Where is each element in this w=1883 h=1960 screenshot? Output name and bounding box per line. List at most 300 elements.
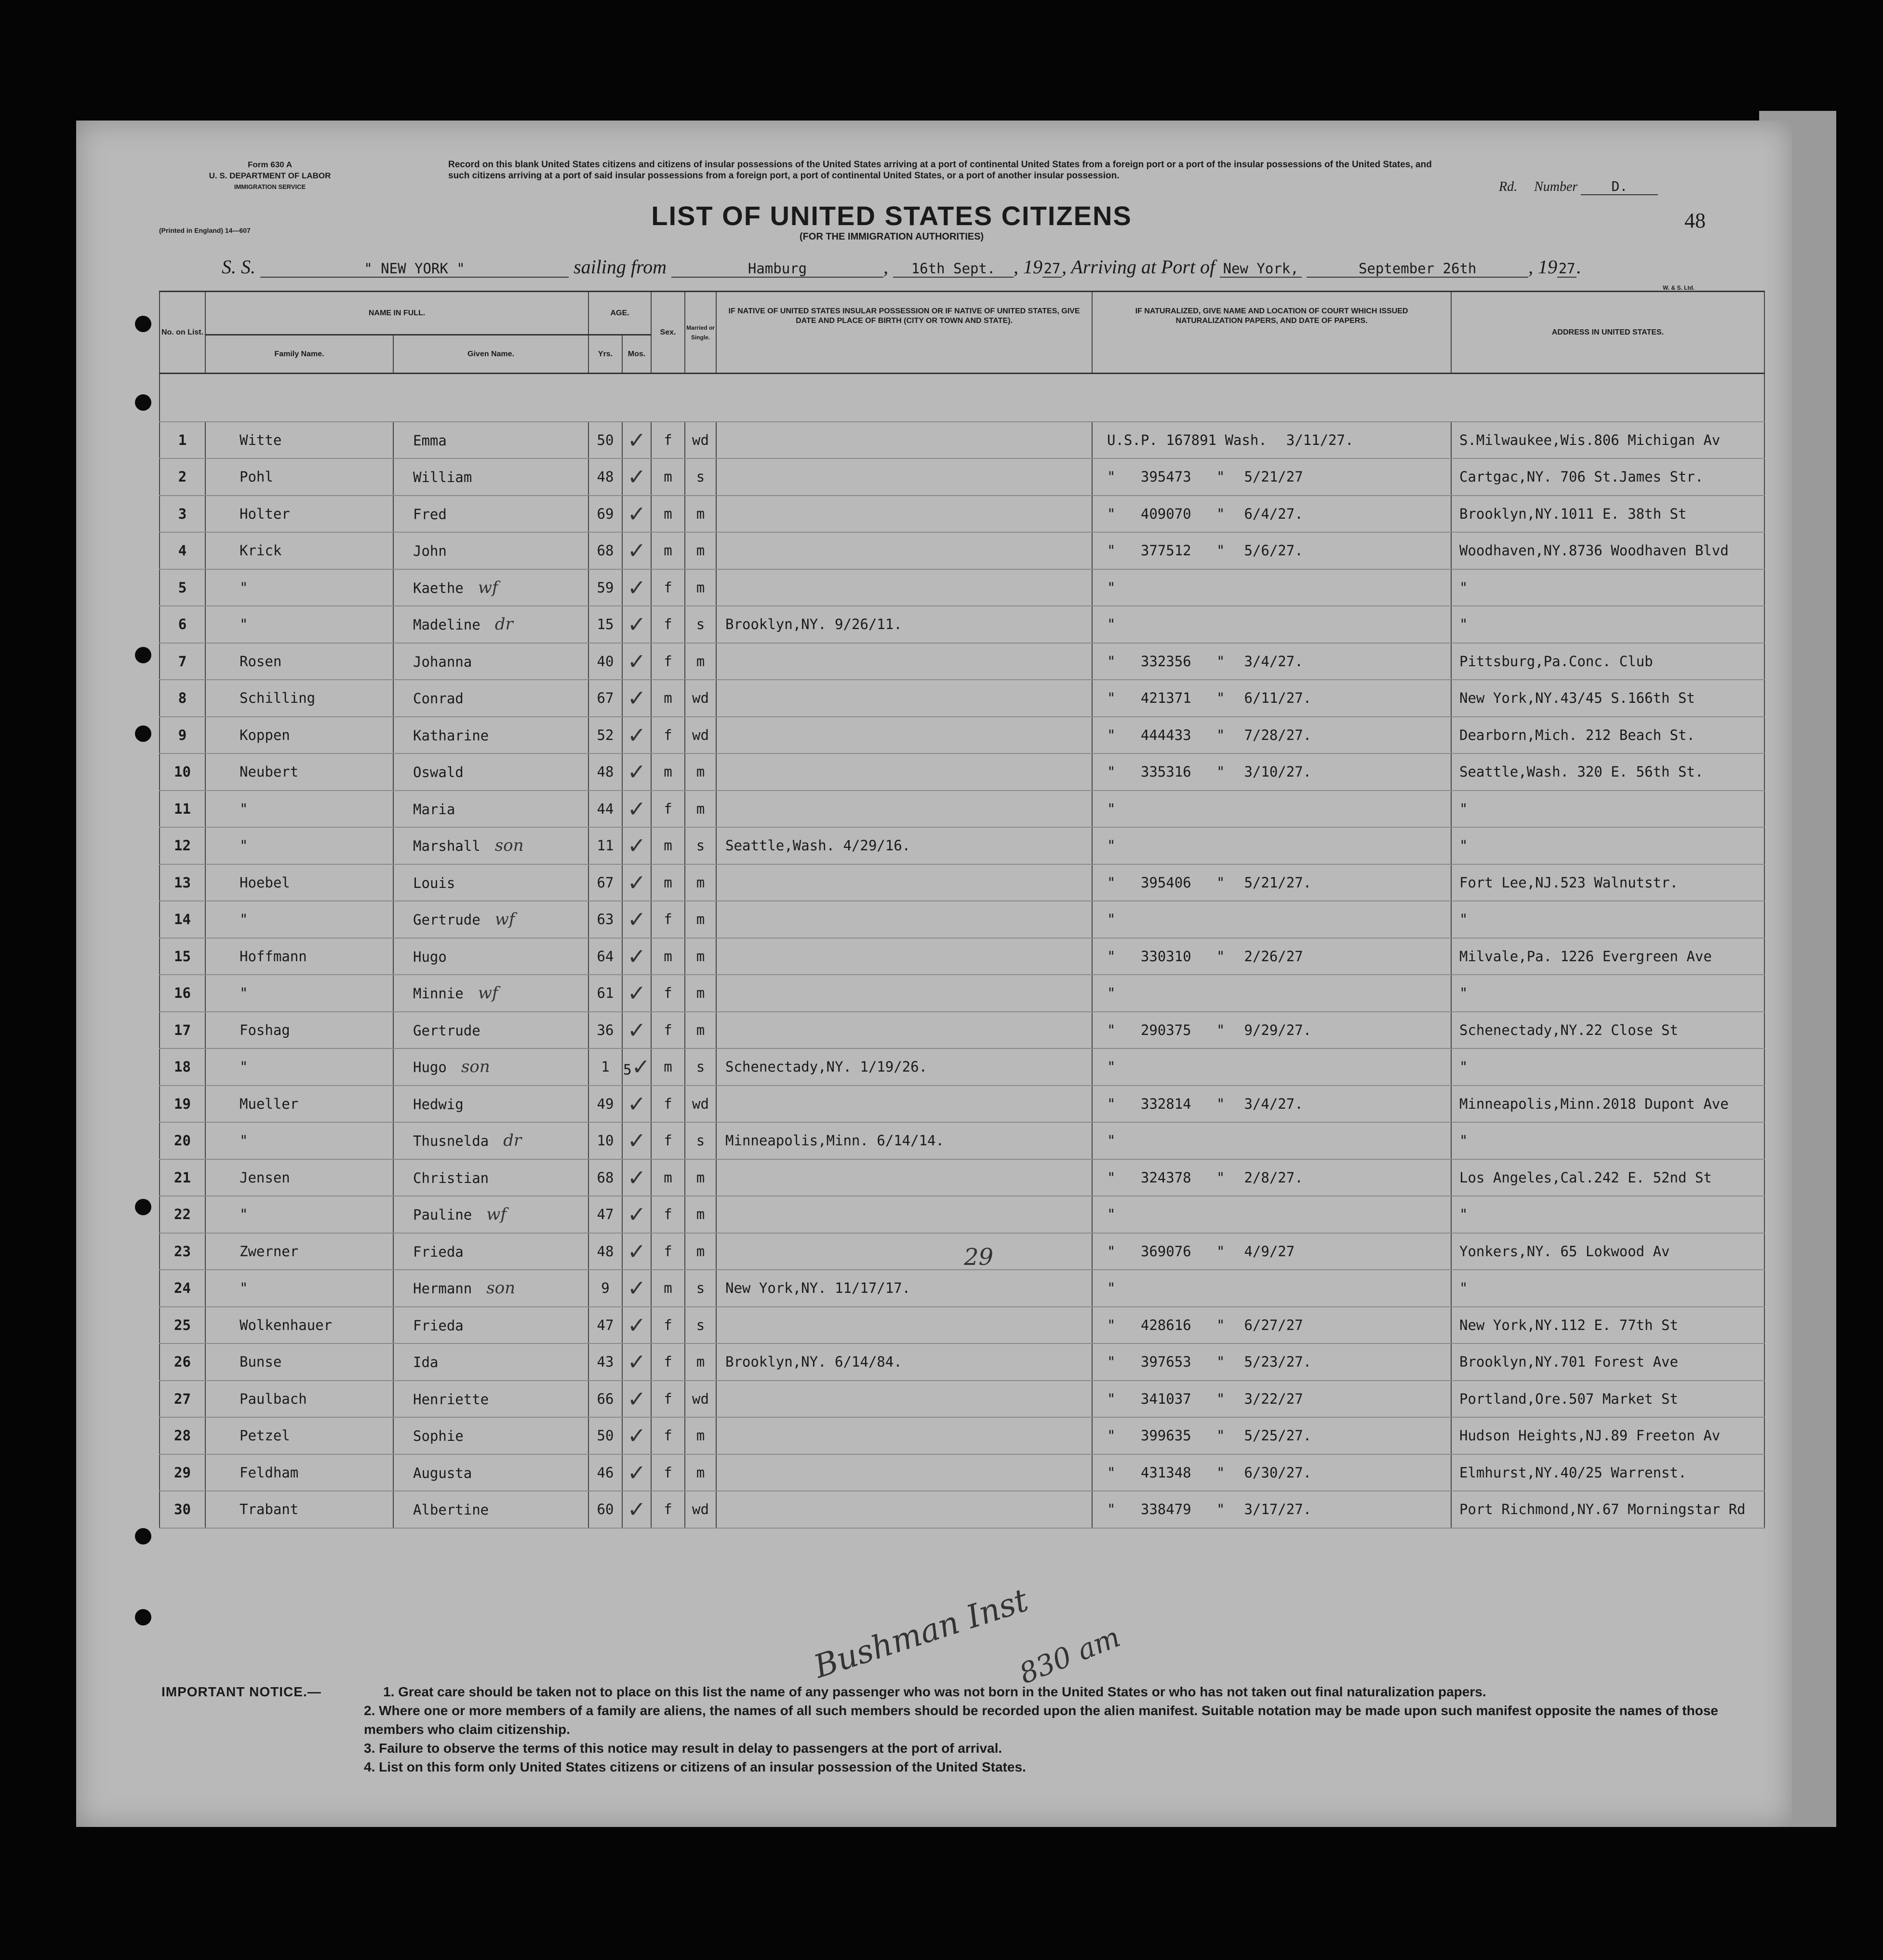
punch-hole: [135, 1609, 151, 1625]
age-years-cell: [588, 1270, 622, 1307]
age-years: 68: [597, 1169, 614, 1186]
age-years: 40: [597, 653, 614, 670]
table-row: [160, 1159, 1764, 1196]
naturalization-cell: [1092, 1048, 1451, 1086]
col-name-in-full: NAME IN FULL.: [205, 292, 588, 335]
naturalization-certificate: " 369076 ": [1107, 1243, 1225, 1260]
age-months-cell: [622, 1233, 651, 1270]
naturalization-certificate: " 341037 ": [1107, 1390, 1225, 1407]
sex: f: [651, 1343, 685, 1381]
bottom-handwritten-time: 830 am: [1015, 1620, 1125, 1691]
row-number: 22: [160, 1196, 205, 1233]
arrival-year: 27: [1557, 260, 1576, 278]
col-yrs: Yrs.: [588, 335, 622, 374]
naturalization-certificate: U.S.P. 167891 Wash.: [1107, 431, 1267, 448]
age-years-cell: [588, 791, 622, 828]
check-mark: ✓: [627, 722, 646, 748]
row-number: 2: [160, 458, 205, 496]
given-name-cell: [393, 1048, 588, 1086]
age-years-cell: [588, 1086, 622, 1123]
naturalization-cell: [1092, 975, 1451, 1012]
naturalization-certificate: " 332356 ": [1107, 653, 1225, 670]
given-name-cell: [393, 1343, 588, 1381]
sex: f: [651, 975, 685, 1012]
naturalization-cell: [1092, 422, 1451, 459]
col-given-name: Given Name.: [393, 335, 588, 374]
given-name: Thusnelda: [413, 1133, 489, 1150]
family-name: Zwerner: [205, 1233, 393, 1270]
table-row: [160, 680, 1764, 717]
naturalization-certificate: " 399635 ": [1107, 1427, 1225, 1444]
check-mark: ✓: [627, 759, 646, 785]
table-row: [160, 717, 1764, 754]
address: Yonkers,NY. 65 Lokwood Av: [1451, 1233, 1764, 1270]
naturalization-date: 5/25/27.: [1244, 1427, 1312, 1444]
age-months-cell: [622, 1159, 651, 1196]
table-row: [160, 569, 1764, 606]
age-months-cell: [622, 680, 651, 717]
naturalization-cell: [1092, 532, 1451, 569]
family-name: Schilling: [205, 680, 393, 717]
col-no: No. on List.: [160, 292, 205, 374]
marital-status: wd: [685, 680, 716, 717]
row-number: 28: [160, 1417, 205, 1454]
age-years-cell: [588, 975, 622, 1012]
naturalization-certificate: " 335316 ": [1107, 764, 1225, 780]
birth-info: Schenectady,NY. 1/19/26.: [716, 1048, 1092, 1086]
age-months-cell: [622, 753, 651, 791]
naturalization-cell: [1092, 717, 1451, 754]
address: Minneapolis,Minn.2018 Dupont Ave: [1451, 1086, 1764, 1123]
passenger-table: [159, 291, 1765, 1529]
row-number: 18: [160, 1048, 205, 1086]
age-years: 50: [597, 431, 614, 448]
address: New York,NY.112 E. 77th St: [1451, 1307, 1764, 1344]
row-number: 9: [160, 717, 205, 754]
naturalization-cell: [1092, 864, 1451, 901]
naturalization-certificate: ": [1107, 800, 1116, 817]
family-name: Krick: [205, 532, 393, 569]
col-sex: Sex.: [651, 292, 685, 374]
given-name-cell: [393, 1233, 588, 1270]
age-years-cell: [588, 1159, 622, 1196]
age-years: 68: [597, 542, 614, 559]
family-name: ": [205, 606, 393, 643]
marital-status: m: [685, 569, 716, 606]
check-mark: ✓: [627, 906, 646, 933]
check-mark: ✓: [627, 1238, 646, 1264]
marital-status: m: [685, 901, 716, 938]
address: Seattle,Wash. 320 E. 56th St.: [1451, 753, 1764, 791]
check-mark: ✓: [627, 943, 646, 969]
sex: m: [651, 827, 685, 864]
naturalization-cell: [1092, 938, 1451, 975]
naturalization-cell: [1092, 496, 1451, 533]
address: Elmhurst,NY.40/25 Warrenst.: [1451, 1454, 1764, 1491]
age-years-cell: [588, 680, 622, 717]
row-number: 23: [160, 1233, 205, 1270]
table-row: [160, 1196, 1764, 1233]
naturalization-certificate: " 409070 ": [1107, 505, 1225, 522]
age-years-cell: [588, 1381, 622, 1418]
given-name-cell: [393, 827, 588, 864]
row-number: 7: [160, 643, 205, 680]
given-name-cell: [393, 938, 588, 975]
age-years: 60: [597, 1501, 614, 1518]
family-name: Wolkenhauer: [205, 1307, 393, 1344]
given-name: Pauline: [413, 1207, 472, 1223]
address: New York,NY.43/45 S.166th St: [1451, 680, 1764, 717]
age-years-cell: [588, 1417, 622, 1454]
family-name: Hoffmann: [205, 938, 393, 975]
given-name-cell: [393, 496, 588, 533]
naturalization-date: 2/8/27.: [1244, 1169, 1303, 1186]
sex: f: [651, 1086, 685, 1123]
given-name: Hermann: [413, 1280, 472, 1297]
row-number: 8: [160, 680, 205, 717]
naturalization-cell: [1092, 827, 1451, 864]
address: S.Milwaukee,Wis.806 Michigan Av: [1451, 422, 1764, 459]
notice-item-2: 2. Where one or more members of a family are aliens, the names of all such members should be recorded upon the alien manifest. Suitable notation may be made upon such manifest opposite the names of those members who claim citizenship.: [364, 1703, 1718, 1737]
sex: f: [651, 1381, 685, 1418]
naturalization-date: 4/9/27: [1244, 1243, 1295, 1260]
age-months-cell: [622, 643, 651, 680]
table-row: [160, 1417, 1764, 1454]
marital-status: m: [685, 1196, 716, 1233]
naturalization-cell: [1092, 458, 1451, 496]
naturalization-cell: [1092, 1454, 1451, 1491]
punch-hole: [135, 725, 151, 742]
birth-info: [716, 1086, 1092, 1123]
naturalization-certificate: ": [1107, 1280, 1116, 1297]
naturalization-date: 5/6/27.: [1244, 542, 1303, 559]
naturalization-cell: [1092, 1417, 1451, 1454]
check-mark: ✓: [627, 685, 646, 712]
col-age: AGE.: [588, 292, 651, 335]
check-mark: ✓: [627, 832, 646, 859]
relation-note: dr: [494, 615, 513, 634]
birth-info: [716, 791, 1092, 828]
marital-status: m: [685, 1012, 716, 1049]
age-months-cell: [622, 791, 651, 828]
age-months-cell: [622, 1270, 651, 1307]
age-months-cell: [622, 1343, 651, 1381]
marital-status: m: [685, 1343, 716, 1381]
form-identifier: [169, 159, 371, 192]
marital-status: m: [685, 864, 716, 901]
family-name: Foshag: [205, 1012, 393, 1049]
age-months-cell: [622, 1454, 651, 1491]
family-name: ": [205, 901, 393, 938]
check-mark: ✓: [627, 1459, 646, 1486]
row-number: 5: [160, 569, 205, 606]
age-years: 36: [597, 1021, 614, 1038]
punch-hole: [135, 647, 151, 663]
check-mark: ✓: [627, 611, 646, 638]
family-name: Neubert: [205, 753, 393, 791]
age-years: 67: [597, 874, 614, 891]
year-label: 19: [1023, 256, 1042, 278]
naturalization-date: 6/30/27.: [1244, 1464, 1312, 1481]
naturalization-date: 5/21/27: [1244, 469, 1303, 485]
table-row: [160, 1086, 1764, 1123]
given-name-cell: [393, 975, 588, 1012]
row-number: 26: [160, 1343, 205, 1381]
row-number: 13: [160, 864, 205, 901]
check-mark: ✓: [627, 795, 646, 822]
marital-status: wd: [685, 717, 716, 754]
naturalization-date: 3/4/27.: [1244, 1095, 1303, 1112]
address: Schenectady,NY.22 Close St: [1451, 1012, 1764, 1049]
given-name: Augusta: [413, 1464, 472, 1481]
birth-info: [716, 1491, 1092, 1528]
sex: m: [651, 1159, 685, 1196]
sex: f: [651, 1196, 685, 1233]
row-number: 27: [160, 1381, 205, 1418]
departure-year: 27: [1042, 260, 1062, 278]
family-name: ": [205, 569, 393, 606]
naturalization-certificate: ": [1107, 985, 1116, 1002]
birth-info: Brooklyn,NY. 9/26/11.: [716, 606, 1092, 643]
age-months-cell: [622, 569, 651, 606]
given-name: William: [413, 469, 472, 486]
age-years-cell: [588, 1196, 622, 1233]
notice-item-3: 3. Failure to observe the terms of this notice may result in delay to passengers at the port of arrival.: [364, 1741, 1002, 1756]
naturalization-cell: [1092, 1233, 1451, 1270]
relation-note: son: [494, 836, 524, 856]
ship-name: " NEW YORK ": [260, 260, 569, 278]
birth-info: [716, 458, 1092, 496]
age-months-cell: [622, 458, 651, 496]
given-name: Kaethe: [413, 579, 464, 596]
birth-info: [716, 1012, 1092, 1049]
given-name-cell: [393, 1491, 588, 1528]
arrival-port: New York,: [1220, 260, 1302, 278]
birth-info: Brooklyn,NY. 6/14/84.: [716, 1343, 1092, 1381]
age-years: 9: [601, 1280, 610, 1297]
given-name: Hugo: [413, 948, 447, 965]
address: ": [1451, 901, 1764, 938]
row-number: 17: [160, 1012, 205, 1049]
number-label: Number: [1534, 179, 1578, 194]
given-name: Maria: [413, 801, 455, 818]
age-months-cell: [622, 1012, 651, 1049]
given-name: Gertrude: [413, 912, 481, 928]
age-years: 47: [597, 1316, 614, 1333]
address: ": [1451, 1048, 1764, 1086]
sex: f: [651, 643, 685, 680]
given-name: Frieda: [413, 1243, 464, 1260]
table-row: [160, 1233, 1764, 1270]
marital-status: m: [685, 532, 716, 569]
from-port: Hamburg: [671, 260, 883, 278]
table-row: [160, 864, 1764, 901]
table-row: [160, 753, 1764, 791]
given-name-cell: [393, 1270, 588, 1307]
address: ": [1451, 1196, 1764, 1233]
birth-info: [716, 532, 1092, 569]
given-name-cell: [393, 1159, 588, 1196]
given-name: Hugo: [413, 1059, 447, 1076]
naturalization-certificate: ": [1107, 1206, 1116, 1223]
sex: m: [651, 1270, 685, 1307]
naturalization-cell: [1092, 680, 1451, 717]
address: Los Angeles,Cal.242 E. 52nd St: [1451, 1159, 1764, 1196]
birth-info: Seattle,Wash. 4/29/16.: [716, 827, 1092, 864]
table-row: [160, 1122, 1764, 1159]
punch-hole: [135, 394, 151, 411]
marital-status: s: [685, 827, 716, 864]
marital-status: m: [685, 643, 716, 680]
naturalization-date: 3/17/27.: [1244, 1501, 1312, 1518]
table-row: [160, 1343, 1764, 1381]
arriving-label: Arriving at Port of: [1071, 256, 1215, 278]
table-row: [160, 422, 1764, 459]
naturalization-certificate: " 431348 ": [1107, 1464, 1225, 1481]
notice-item-1: 1. Great care should be taken not to place on this list the name of any passenger who was not born in the United States or who has not taken out final naturalization papers.: [383, 1684, 1486, 1699]
given-name: Marshall: [413, 838, 481, 855]
age-years: 44: [597, 800, 614, 817]
naturalization-date: 3/10/27.: [1244, 764, 1312, 780]
relation-note: wf: [486, 1205, 507, 1224]
given-name: Hedwig: [413, 1096, 464, 1113]
age-years: 15: [597, 616, 614, 633]
given-name: Gertrude: [413, 1022, 481, 1039]
age-years-cell: [588, 496, 622, 533]
age-months-cell: [622, 1048, 651, 1086]
form-number: Form 630 A: [248, 160, 292, 169]
check-mark: ✓: [627, 1164, 646, 1191]
age-months-cell: [622, 422, 651, 459]
marital-status: wd: [685, 422, 716, 459]
important-notice: [161, 1682, 1752, 1776]
naturalization-certificate: " 338479 ": [1107, 1501, 1225, 1518]
sailing-from-label: sailing from: [574, 256, 667, 278]
page-title: LIST OF UNITED STATES CITIZENS: [651, 201, 1132, 231]
sex: f: [651, 569, 685, 606]
check-mark: ✓: [627, 537, 646, 564]
age-months-cell: [622, 1491, 651, 1528]
family-name: Hoebel: [205, 864, 393, 901]
birth-info: Minneapolis,Minn. 6/14/14.: [716, 1122, 1092, 1159]
age-years: 50: [597, 1427, 614, 1444]
given-name-cell: [393, 864, 588, 901]
age-years-cell: [588, 1307, 622, 1344]
age-months-cell: [622, 1417, 651, 1454]
marital-status: wd: [685, 1086, 716, 1123]
service: IMMIGRATION SERVICE: [234, 183, 306, 190]
address: ": [1451, 606, 1764, 643]
family-name: ": [205, 1270, 393, 1307]
given-name-cell: [393, 458, 588, 496]
given-name: Minnie: [413, 985, 464, 1002]
row-number: 20: [160, 1122, 205, 1159]
given-name: Katharine: [413, 727, 489, 744]
naturalization-certificate: ": [1107, 1059, 1116, 1075]
naturalization-certificate: " 290375 ": [1107, 1021, 1225, 1038]
age-years-cell: [588, 938, 622, 975]
naturalization-cell: [1092, 791, 1451, 828]
age-years: 11: [597, 837, 614, 854]
marital-status: m: [685, 1454, 716, 1491]
given-name-cell: [393, 717, 588, 754]
naturalization-cell: [1092, 606, 1451, 643]
marital-status: m: [685, 1417, 716, 1454]
naturalization-certificate: ": [1107, 579, 1116, 596]
naturalization-cell: [1092, 1012, 1451, 1049]
table-row: [160, 938, 1764, 975]
birth-info: [716, 1307, 1092, 1344]
naturalization-certificate: " 324378 ": [1107, 1169, 1225, 1186]
age-months-cell: [622, 532, 651, 569]
family-name: Witte: [205, 422, 393, 459]
naturalization-cell: [1092, 569, 1451, 606]
birth-info: [716, 496, 1092, 533]
age-years-cell: [588, 753, 622, 791]
given-name: Johanna: [413, 653, 472, 670]
birth-info: [716, 1454, 1092, 1491]
record-notice: Record on this blank United States citizens and citizens of insular possessions of the United States arriving at a port of continental United States from a foreign port or a port of the insular possessions of the United States, and such citizens arriving at a port of said insular possessions from a foreign port, a port of continental United States, or a port of another insular possession.: [448, 160, 1432, 181]
given-name-cell: [393, 422, 588, 459]
given-name: Albertine: [413, 1502, 489, 1518]
family-name: Paulbach: [205, 1381, 393, 1418]
birth-info: [716, 1196, 1092, 1233]
notice-lead: IMPORTANT NOTICE.—: [161, 1684, 321, 1699]
given-name: Christian: [413, 1169, 489, 1186]
birth-info: [716, 1417, 1092, 1454]
age-years-cell: [588, 422, 622, 459]
age-months-cell: [622, 1086, 651, 1123]
family-name: Petzel: [205, 1417, 393, 1454]
printed-note: (Printed in England) 14—607: [159, 227, 251, 234]
given-name: Henriette: [413, 1391, 489, 1408]
family-name: Jensen: [205, 1159, 393, 1196]
age-years-cell: [588, 643, 622, 680]
naturalization-date: 6/4/27.: [1244, 505, 1303, 522]
age-years-cell: [588, 1491, 622, 1528]
address: Brooklyn,NY.1011 E. 38th St: [1451, 496, 1764, 533]
row-number: 4: [160, 532, 205, 569]
marital-status: s: [685, 1270, 716, 1307]
birth-info: [716, 864, 1092, 901]
age-years-cell: [588, 827, 622, 864]
family-name: Trabant: [205, 1491, 393, 1528]
given-name-cell: [393, 643, 588, 680]
age-years-cell: [588, 1233, 622, 1270]
address: Hudson Heights,NJ.89 Freeton Av: [1451, 1417, 1764, 1454]
bottom-handwritten-note: Bushman Inst: [809, 1581, 1033, 1686]
col-mos: Mos.: [622, 335, 651, 374]
check-mark: ✓: [627, 1275, 646, 1302]
address: ": [1451, 791, 1764, 828]
table-row: [160, 1012, 1764, 1049]
address: ": [1451, 569, 1764, 606]
naturalization-cell: [1092, 1196, 1451, 1233]
age-months-cell: [622, 1381, 651, 1418]
row-number: 24: [160, 1270, 205, 1307]
marital-status: s: [685, 1122, 716, 1159]
age-years-cell: [588, 532, 622, 569]
sex: f: [651, 1491, 685, 1528]
check-mark: ✓: [627, 1128, 646, 1154]
naturalization-cell: [1092, 643, 1451, 680]
naturalization-date: 7/28/27.: [1244, 726, 1312, 743]
naturalization-certificate: " 330310 ": [1107, 948, 1225, 965]
family-name: ": [205, 1048, 393, 1086]
given-name-cell: [393, 1454, 588, 1491]
marital-status: m: [685, 496, 716, 533]
relation-note: wf: [494, 910, 515, 929]
